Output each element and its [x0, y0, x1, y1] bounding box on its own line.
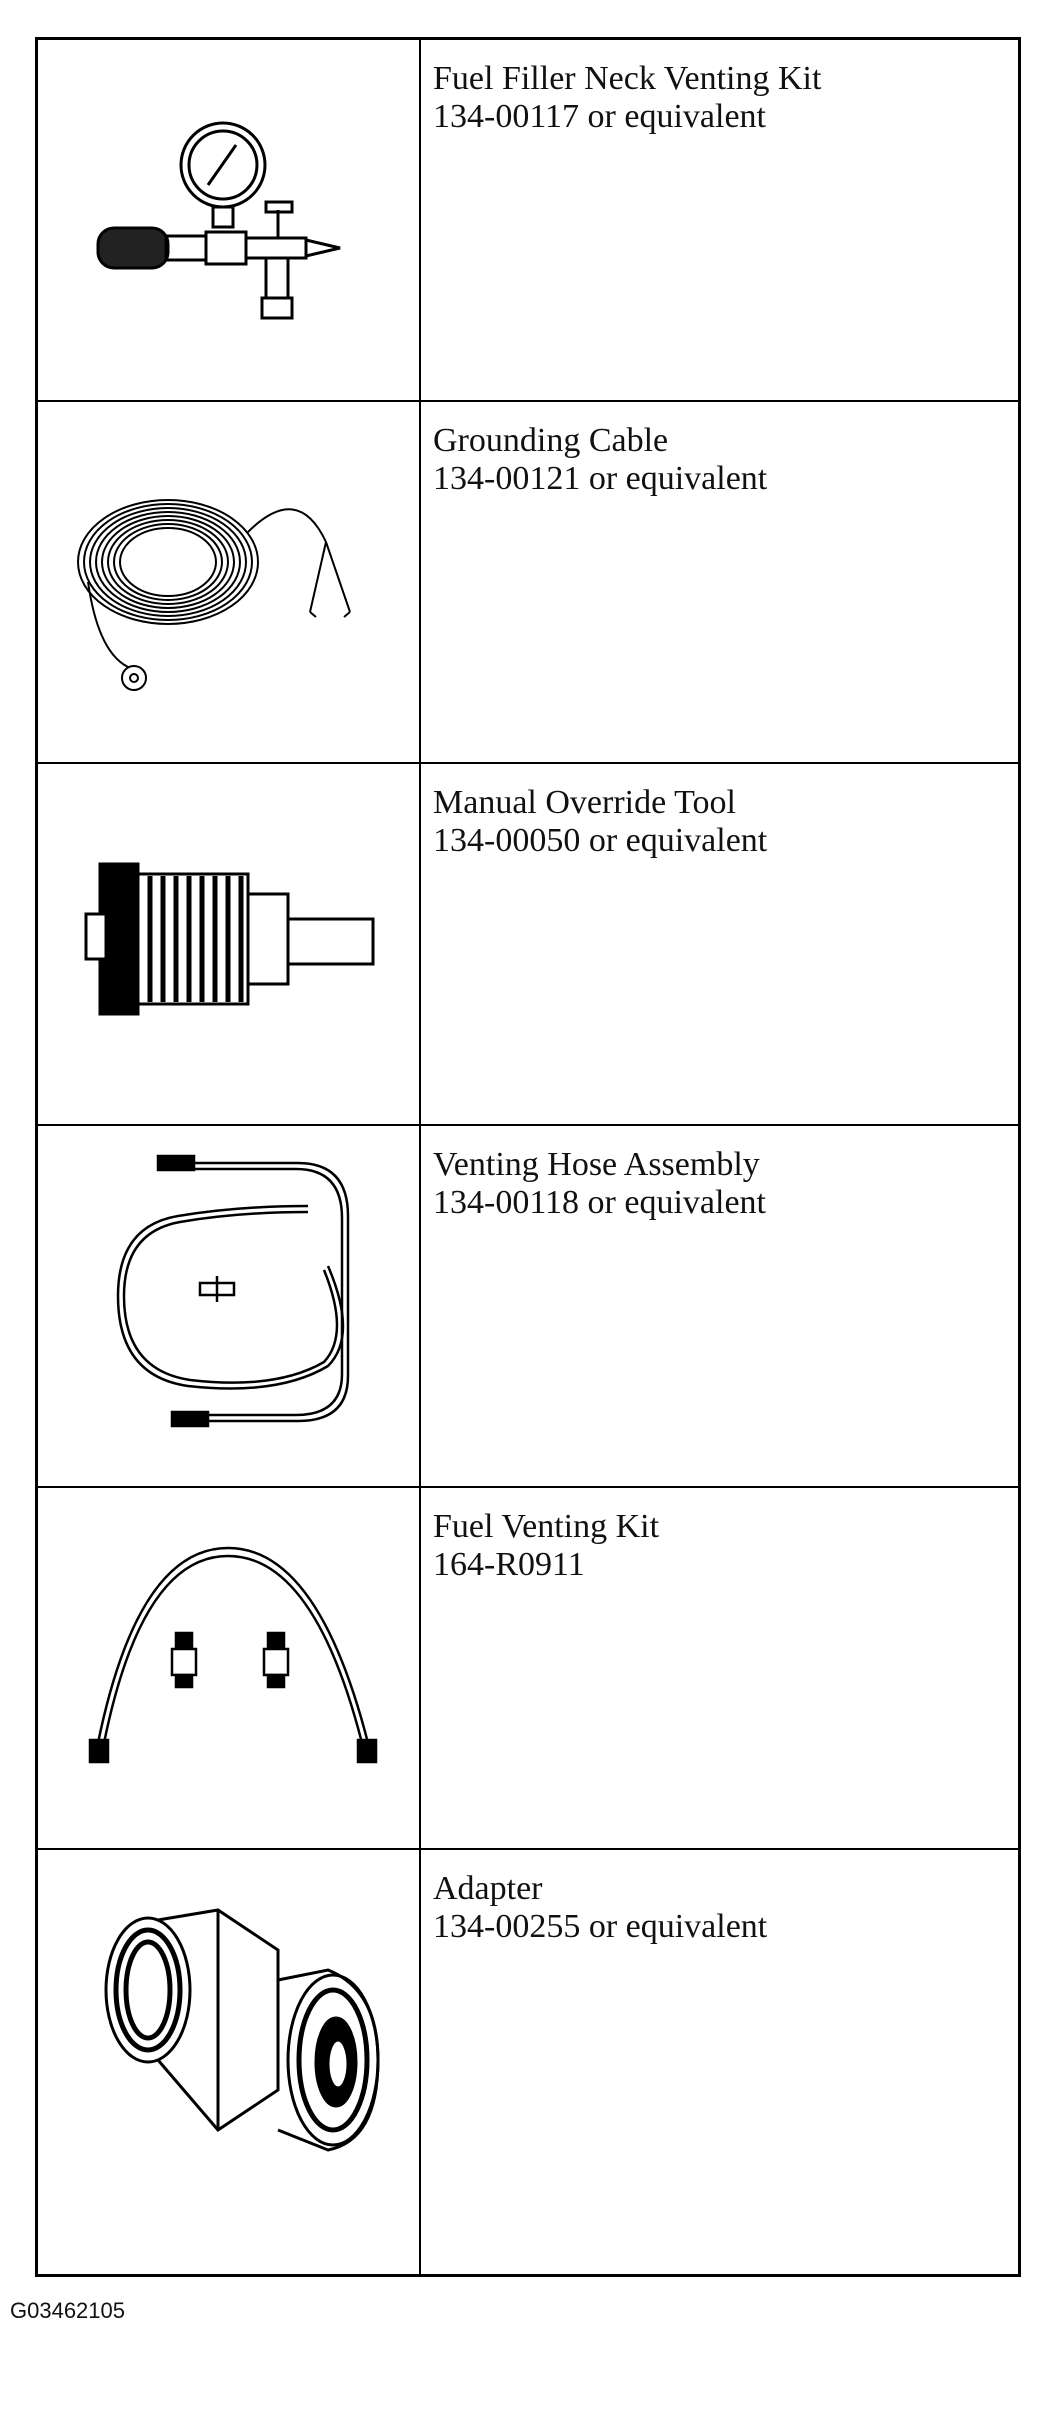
- tool-part-number: 134-00117 or equivalent: [433, 98, 766, 135]
- tool-name: Fuel Venting Kit: [433, 1508, 660, 1545]
- tool-part-number: 164-R0911: [433, 1546, 585, 1583]
- tool-name: Venting Hose Assembly: [433, 1146, 760, 1183]
- table-row: [38, 1126, 1018, 1488]
- tool-part-number: 134-00118 or equivalent: [433, 1184, 766, 1221]
- tool-table: [35, 37, 1021, 2277]
- manual-override-tool-icon: [78, 854, 388, 1024]
- table-row: [38, 764, 1018, 1126]
- coiled-grounding-cable-icon: [58, 442, 378, 702]
- tool-part-number: 134-00255 or equivalent: [433, 1908, 768, 1945]
- tool-name: Adapter: [433, 1870, 543, 1907]
- tool-name: Manual Override Tool: [433, 784, 736, 821]
- fuel-venting-kit-icon: [68, 1528, 388, 1788]
- adapter-fitting-icon: [78, 1890, 388, 2190]
- figure-code: G03462105: [10, 2298, 125, 2323]
- pressure-gauge-venting-kit-icon: [78, 110, 378, 350]
- table-row: [38, 1850, 1018, 2277]
- tool-part-number: 134-00121 or equivalent: [433, 460, 768, 497]
- tool-part-number: 134-00050 or equivalent: [433, 822, 768, 859]
- tool-name: Fuel Filler Neck Venting Kit: [433, 60, 822, 97]
- table-row: [38, 402, 1018, 764]
- venting-hose-icon: [98, 1146, 378, 1466]
- tool-name: Grounding Cable: [433, 422, 669, 459]
- table-row: [38, 1488, 1018, 1850]
- table-row: [38, 40, 1018, 402]
